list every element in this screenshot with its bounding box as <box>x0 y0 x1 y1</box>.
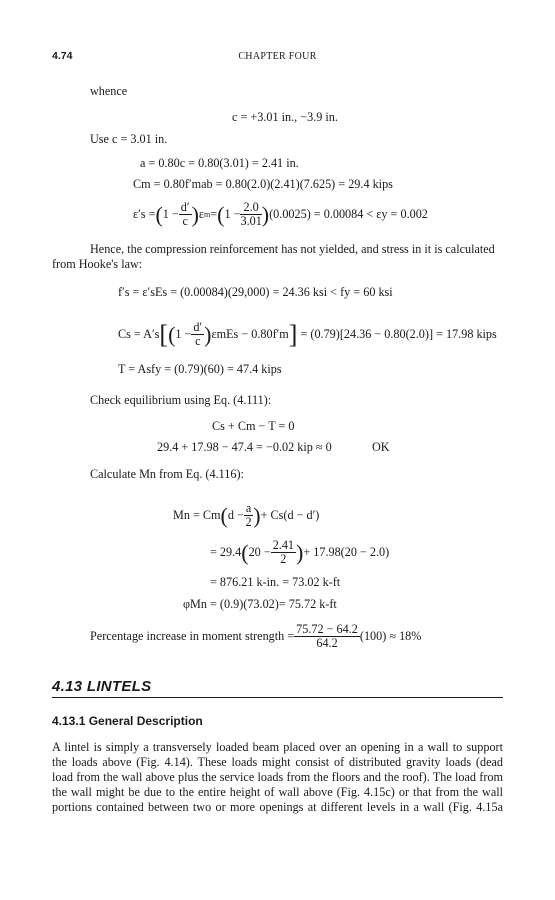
equation-strain <box>133 197 428 231</box>
equation-c-values: c = +3.01 in., −3.9 in. <box>232 110 338 124</box>
section-heading: 4.13 LINTELS <box>52 678 152 695</box>
fraction-denominator: 2 <box>280 551 287 566</box>
equation-mn-1 <box>173 497 319 533</box>
paren-open: ( <box>168 321 176 347</box>
strain-one-2: 1 − <box>224 206 241 221</box>
paragraph-line: portions contained between two or more openings at different levels in a wall (Fig. 4.15a <box>52 800 503 815</box>
fraction-numerator: 75.72 − 64.2 <box>296 621 358 636</box>
mn-lhs: Mn = Cm <box>173 507 221 522</box>
mn2-b: 20 − <box>248 544 271 559</box>
fraction-241-2 <box>271 539 296 566</box>
text-whence: whence <box>90 84 128 98</box>
running-header: CHAPTER FOUR <box>238 51 317 62</box>
fraction-denominator: 3.01 <box>240 213 262 228</box>
text-hence-1: Hence, the compression reinforcement has not yielded, and stress in it is calculated <box>90 242 495 256</box>
equation-fs: f′s = ε′sEs = (0.00084)(29,000) = 24.36 ksi < fy = 60 ksi <box>118 285 393 299</box>
mn2-a: = 29.4 <box>210 544 242 559</box>
equation-percentage <box>90 618 421 654</box>
paren-close-2: ) <box>261 201 270 227</box>
equation-mn-3: = 876.21 k-in. = 73.02 k-ft <box>210 575 341 589</box>
fraction-pct <box>294 623 360 650</box>
equation-cs <box>118 314 497 354</box>
pct-rest: (100) ≈ 18% <box>359 628 422 643</box>
equation-a: a = 0.80c = 0.80(3.01) = 2.41 in. <box>140 156 299 170</box>
section-rule <box>52 697 503 698</box>
fraction-numerator: 2.41 <box>272 537 295 552</box>
equation-cm: Cm = 0.80f′mab = 0.80(2.0)(2.41)(7.625) = 29.4 kips <box>133 177 393 191</box>
text-calc-mn: Calculate Mn from Eq. (4.116): <box>90 467 244 481</box>
fraction-numerator: a <box>245 500 252 515</box>
equation-sum: Cs + Cm − T = 0 <box>212 419 295 433</box>
fraction-2-3 <box>240 201 261 228</box>
paragraph-line: A lintel is simply a transversely loaded beam placed over an opening in a wall to support <box>52 740 503 754</box>
cs-result: = (0.79)[24.36 − 0.80(2.0)] = 17.98 kips <box>300 326 497 341</box>
paren-open: ( <box>220 502 228 528</box>
paren-close: ) <box>253 502 261 528</box>
strain-result: (0.0025) = 0.00084 < εy = 0.002 <box>269 206 428 221</box>
cs-one: 1 − <box>175 326 192 341</box>
paren-open: ( <box>155 201 163 227</box>
paragraph-line: the wall might be due to the entire height of wall above (Fig. 4.15c) or that from the wall <box>52 785 503 800</box>
equation-t: T = Asfy = (0.79)(60) = 47.4 kips <box>118 362 282 376</box>
fraction-numerator: d′ <box>193 319 203 334</box>
text-use-c: Use c = 3.01 in. <box>90 132 168 146</box>
page-number: 4.74 <box>52 50 73 62</box>
strain-one: 1 − <box>162 206 179 221</box>
fraction-numerator: d′ <box>180 199 190 214</box>
text-hence-2: from Hooke's law: <box>52 257 143 271</box>
paren-close: ) <box>191 201 199 227</box>
fraction-denominator: 64.2 <box>316 635 338 650</box>
strain-equals: = <box>210 206 218 221</box>
fraction-a-2 <box>244 502 253 529</box>
paren-close: ) <box>296 539 304 565</box>
bracket-close: ] <box>288 319 298 349</box>
fraction-dprime-c <box>179 201 192 228</box>
bracket-open: [ <box>159 319 169 349</box>
equation-phi-mn: φMn = (0.9)(73.02)= 75.72 k-ft <box>183 597 337 611</box>
strain-lhs: ε′s = <box>133 206 156 221</box>
cs-mid: εmEs − 0.80f′m <box>211 326 289 341</box>
text-ok: OK <box>372 440 390 454</box>
fraction-denominator: 2 <box>245 514 252 529</box>
fraction-denominator: c <box>195 333 201 348</box>
mn-d: d − <box>227 507 244 522</box>
paren-close: ) <box>204 321 212 347</box>
cs-lhs: Cs = A′s <box>118 326 160 341</box>
fraction-dprime-c <box>191 321 204 348</box>
paragraph-line: the loads above (Fig. 4.14). These loads might consist of distributed gravity loads (dead <box>52 755 503 770</box>
paren-open-2: ( <box>217 201 225 227</box>
fraction-numerator: 2.0 <box>240 201 261 215</box>
pct-label: Percentage increase in moment strength = <box>90 628 295 643</box>
paren-open: ( <box>241 539 249 565</box>
body-paragraph <box>52 740 503 815</box>
equation-mn-2 <box>210 534 389 570</box>
mn-rest: + Cs(d − d′) <box>260 507 320 522</box>
strain-eps-m: ε <box>198 206 205 221</box>
text-check: Check equilibrium using Eq. (4.111): <box>90 393 272 407</box>
fraction-denominator: c <box>182 213 188 228</box>
equation-numeric: 29.4 + 17.98 − 47.4 = −0.02 kip ≈ 0 <box>157 440 332 454</box>
subsection-heading: 4.13.1 General Description <box>52 714 203 728</box>
strain-sub-m: m <box>204 209 211 219</box>
paragraph-line: load from the wall above plus the service loads from the floors and the roof). The load from <box>52 770 503 785</box>
mn2-c: + 17.98(20 − 2.0) <box>303 544 390 559</box>
